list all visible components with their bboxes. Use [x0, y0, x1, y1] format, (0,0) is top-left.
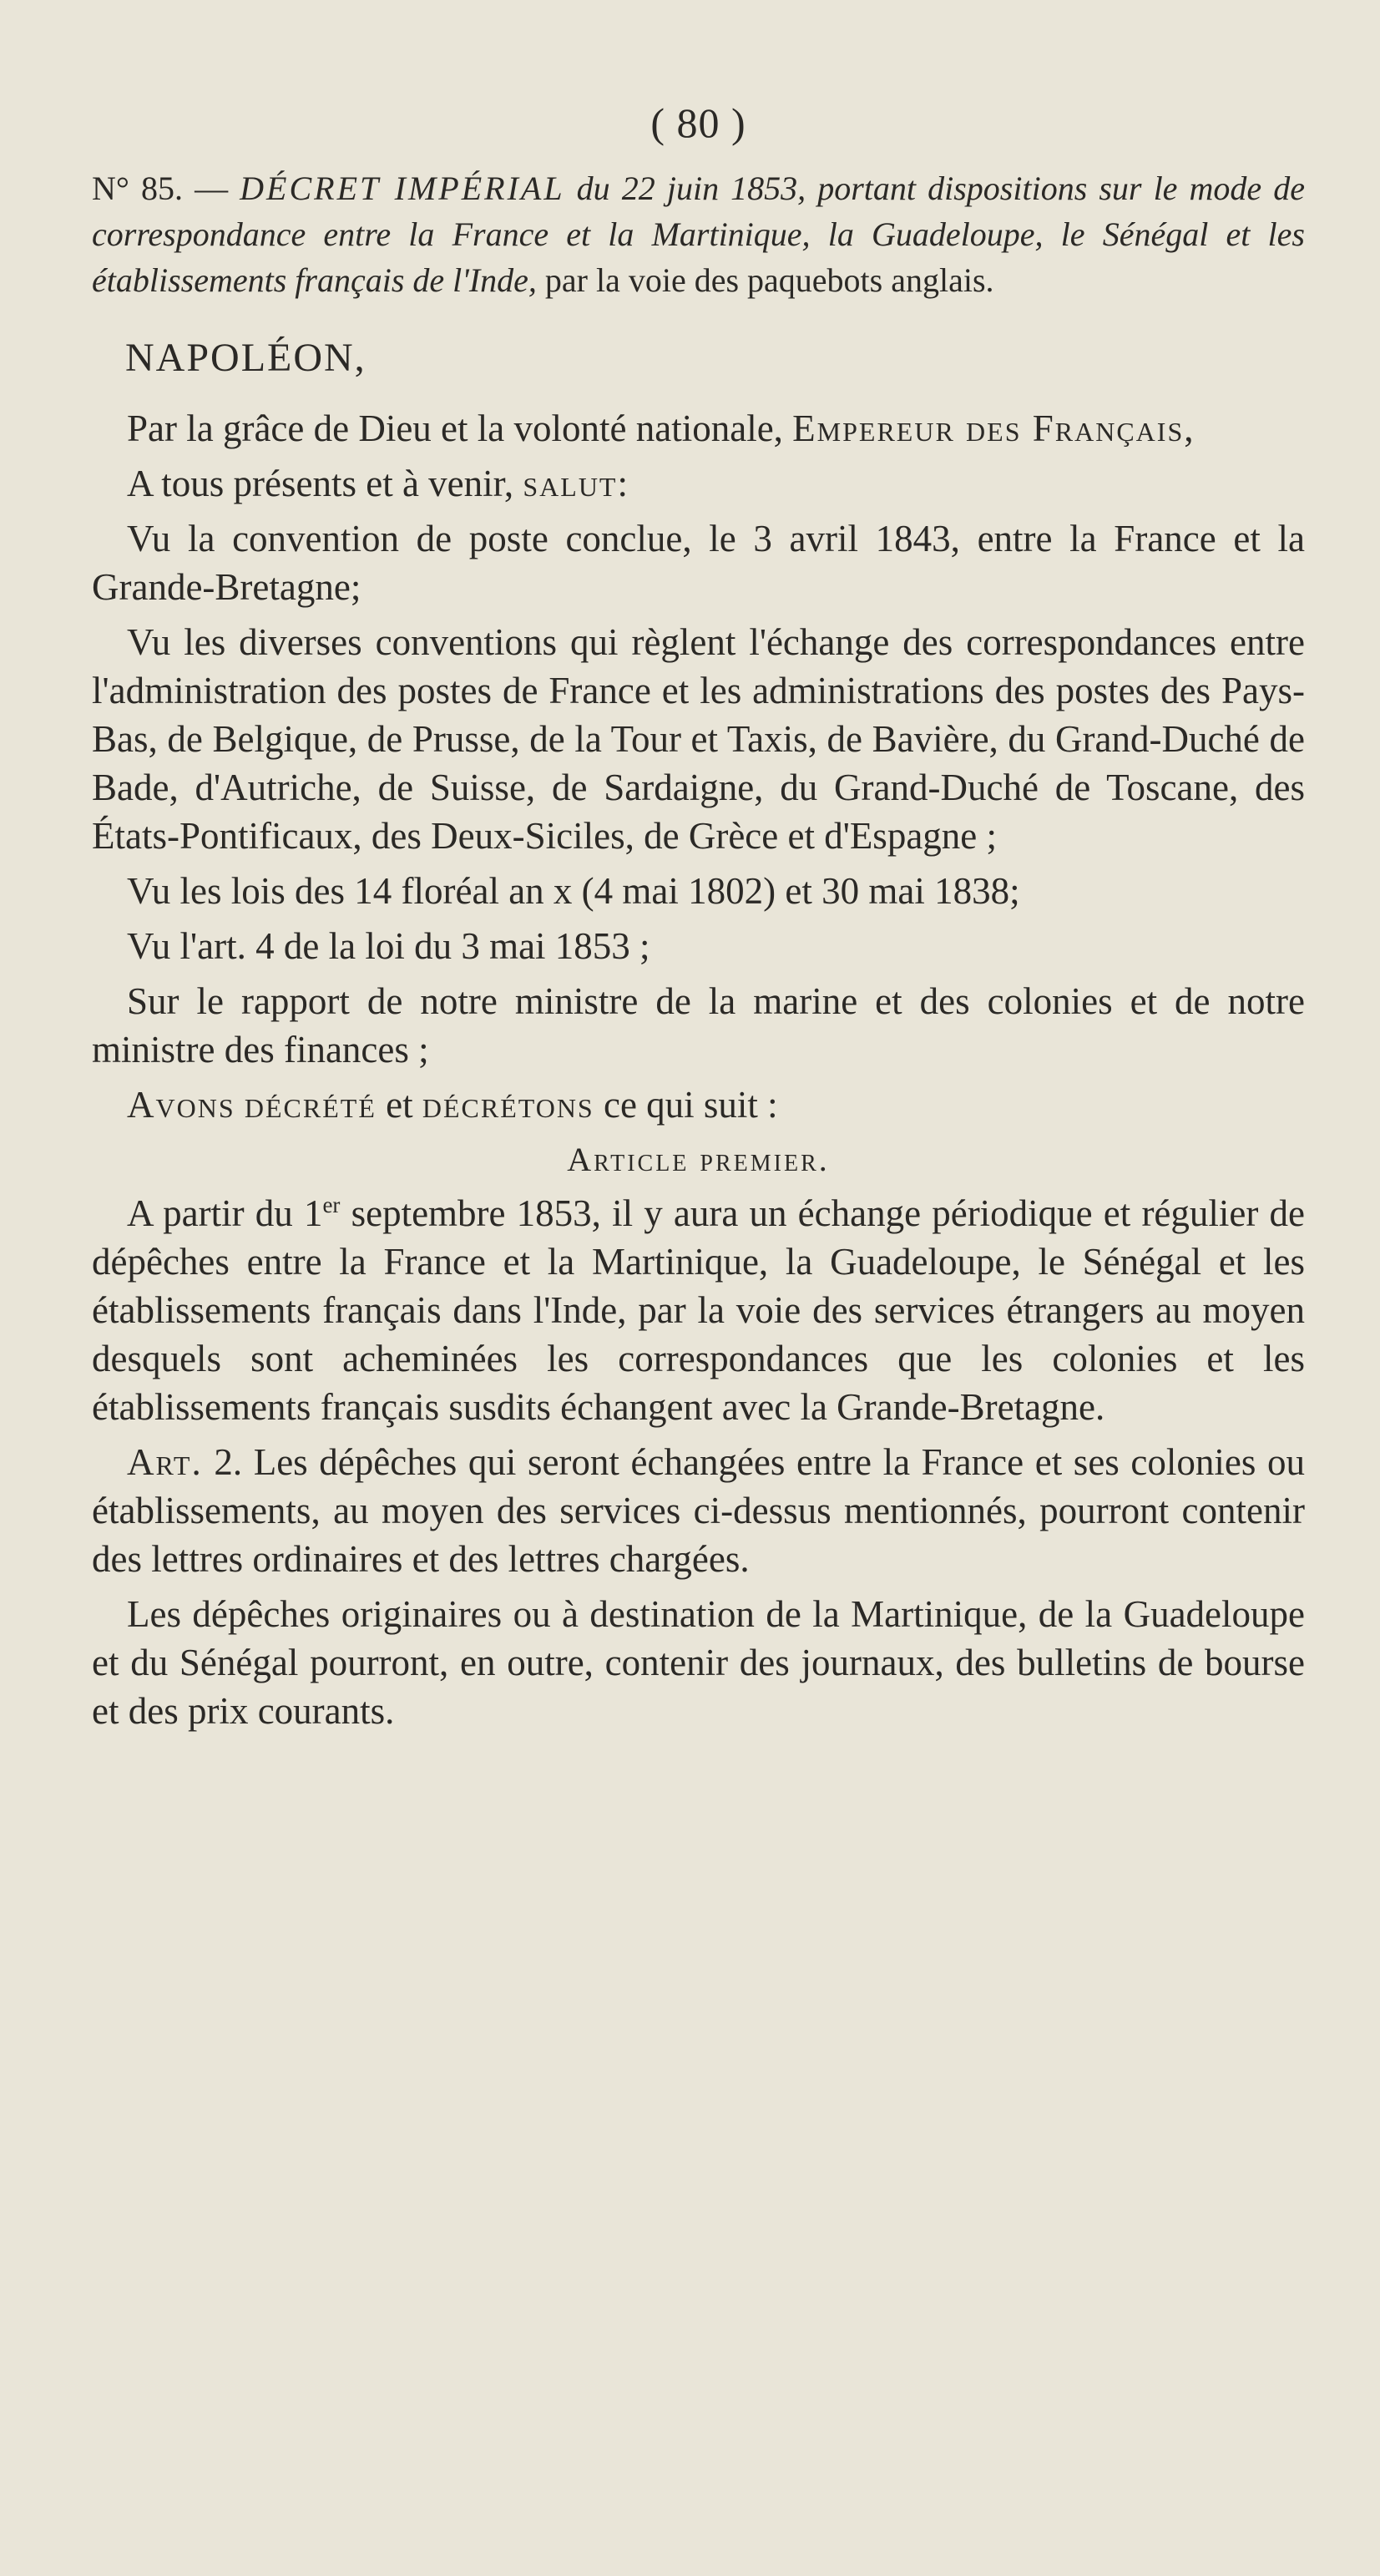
formula-et: et	[386, 1084, 413, 1126]
emperor-name: NAPOLÉON,	[125, 336, 366, 380]
decree-subject-tail: par la voie des paquebots anglais.	[544, 261, 994, 299]
article-2-body: 2. Les dépêches qui seront échangées entre la France et ses colonies ou établissements, au moyen des services ci-dessus mentionnés, pourront contenir des lettres ordinaires et des lettres chargées.	[92, 1441, 1306, 1580]
article-2-label: Art.	[127, 1441, 203, 1483]
considerant-2: Vu les diverses conventions qui règlent l'échange des correspondances entre l'administration des postes de France et les administrations des postes des Pays-Bas, de Belgique, de Prusse, de la Tour et Taxis, de Bavière, du Grand-Duché de Bade, d'Autriche, de Suisse, de Sardaigne, du Grand-Duché de Toscane, des États-Pontificaux, des Deux-Siciles, de Grèce et d'Espagne ;	[92, 621, 1305, 857]
considerant-4: Vu l'art. 4 de la loi du 3 mai 1853 ;	[127, 925, 650, 967]
salut-text: A tous présents et à venir,	[127, 463, 514, 504]
article-premier-body: septembre 1853, il y aura un échange périodique et régulier de dépêches entre la France et la Martinique, la Guadeloupe, le Sénégal et les établissements français dans l'Inde, par la voie des services étrangers au moyen desquels sont acheminées les correspondances que les colonies et les établissements français susdits échangent avec la Grande-Bretagne.	[92, 1192, 1306, 1428]
decree-formula	[92, 1081, 1305, 1129]
article-2-paragraph-2: Les dépêches originaires ou à destination de la Martinique, de la Guadeloupe et du Sénégal pourront, en outre, contenir des journaux, des bulletins de bourse et des prix courants.	[92, 1593, 1305, 1732]
article-2-text	[92, 1438, 1305, 1583]
decree-title: DÉCRET IMPÉRIAL	[240, 170, 565, 207]
formula-decrete: décrété	[244, 1084, 377, 1126]
heading-dash: —	[195, 170, 229, 207]
article-premier-sup: er	[322, 1192, 341, 1217]
article-premier-heading: Article premier.	[567, 1141, 830, 1178]
article-premier-text	[92, 1189, 1305, 1431]
formula-avons: Avons	[127, 1084, 235, 1126]
article-premier-lead: A partir du 1	[127, 1192, 323, 1234]
page-number: ( 80 )	[650, 99, 746, 146]
salut-line	[92, 459, 1305, 508]
formula-suit: ce qui suit :	[603, 1084, 778, 1126]
decree-heading	[92, 165, 1305, 303]
decree-number: N° 85.	[92, 170, 183, 207]
decree-date-subject: du 22 juin 1853, portant dispositions sur le mode de correspondance entre la France et la Martinique, la Guadeloupe, le Sénégal et les établissements français de l'Inde,	[92, 170, 1306, 299]
formula-decretons: décrétons	[422, 1084, 594, 1126]
considerant-3: Vu les lois des 14 floréal an x (4 mai 1802) et 30 mai 1838;	[127, 870, 1020, 912]
salut-word: salut:	[523, 463, 629, 504]
grace-text: Par la grâce de Dieu et la volonté nationale,	[127, 407, 783, 449]
considerant-5: Sur le rapport de notre ministre de la marine et des colonies et de notre ministre des finances ;	[92, 980, 1305, 1070]
grace-line	[92, 404, 1305, 453]
considerant-1: Vu la convention de poste conclue, le 3 avril 1843, entre la France et la Grande-Bretagne;	[92, 518, 1305, 608]
emperor-title: Empereur des Français,	[792, 407, 1195, 449]
